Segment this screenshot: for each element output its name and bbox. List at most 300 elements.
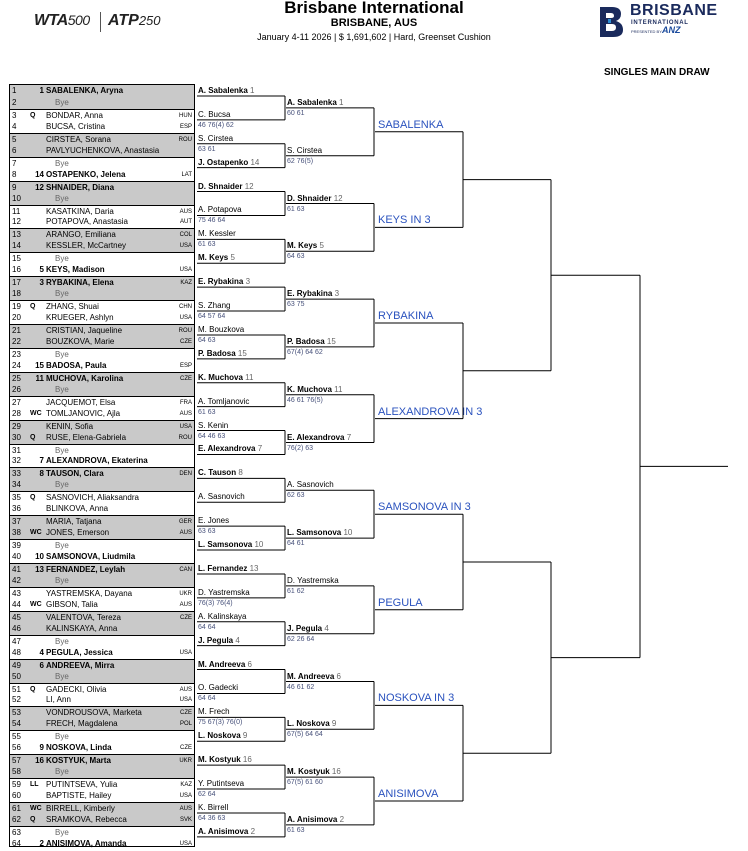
match-score: 46 61 62	[287, 683, 315, 691]
country-code: COL	[179, 232, 192, 239]
seed-number: 10	[254, 540, 264, 550]
country-code: KAZ	[180, 782, 192, 789]
country-code: CZE	[180, 338, 192, 345]
country-code: USA	[179, 793, 192, 800]
draw-position: 34	[12, 480, 21, 490]
draw-position: 42	[12, 575, 21, 585]
quarterfinal-label: SABALENKA	[378, 118, 444, 131]
bye-slot: Bye	[55, 480, 69, 490]
player-name: RYBAKINA, Elena	[46, 278, 114, 288]
draw-position: 4	[12, 121, 17, 131]
atp-logo: ATP250	[108, 12, 161, 29]
seed-number: 12	[333, 193, 343, 203]
player-name: KESSLER, McCartney	[46, 241, 127, 251]
player-name: VONDROUSOVA, Marketa	[46, 708, 142, 718]
country-code: UKR	[179, 758, 192, 765]
seed-number: 14	[250, 157, 260, 167]
draw-position: 32	[12, 456, 21, 466]
match-score: 60 61	[287, 109, 305, 117]
player-name: GIBSON, Talia	[46, 599, 98, 609]
match-score: 62 64	[198, 791, 216, 799]
country-code: AUT	[180, 219, 192, 226]
match-score: 46 76(4) 62	[198, 121, 234, 129]
draw-position: 29	[12, 421, 21, 431]
player-name: VALENTOVA, Tereza	[46, 612, 121, 622]
seed-number: 11	[245, 372, 254, 382]
draw-position: 28	[12, 408, 21, 418]
sponsor-name: BRISBANE	[630, 2, 718, 19]
country-code: DEN	[179, 471, 192, 478]
draw-position: 9	[12, 182, 17, 192]
bye-slot: Bye	[55, 732, 69, 742]
player-name-text: D. Yastremska	[198, 587, 250, 597]
draw-position: 51	[12, 684, 21, 694]
sponsor-presented-by: PRESENTED BY	[631, 29, 662, 34]
seed-number: 9	[242, 731, 248, 741]
draw-position: 62	[12, 814, 21, 824]
match-score: 62 76(5)	[287, 157, 314, 165]
match-score: 61 63	[198, 241, 216, 249]
seed-number: 5	[319, 241, 324, 251]
match-score: 67(4) 64 62	[287, 348, 323, 356]
seed-number: 7	[257, 444, 263, 454]
bye-slot: Bye	[55, 254, 69, 264]
player-name: POTAPOVA, Anastasia	[46, 217, 128, 227]
bye-slot: Bye	[55, 767, 69, 777]
country-code: CZE	[180, 375, 192, 382]
draw-position: 17	[12, 278, 21, 288]
country-code: AUS	[179, 410, 192, 417]
country-code: CHN	[179, 304, 192, 311]
match-score: 67(5) 64 64	[287, 731, 323, 739]
draw-position: 48	[12, 647, 21, 657]
draw-position: 1	[12, 86, 17, 95]
entry-status: Q	[30, 433, 36, 441]
seed-number: 9	[39, 743, 44, 753]
country-code: USA	[179, 697, 192, 704]
bye-slot: Bye	[55, 289, 69, 299]
seed-number: 16	[35, 756, 44, 766]
player-name-text: A. Kalinskaya	[198, 611, 247, 621]
seed-number: 15	[35, 360, 44, 370]
player-name: SAMSONOVA, Liudmila	[46, 552, 136, 562]
draw-position: 16	[12, 265, 21, 275]
draw-position: 7	[12, 158, 17, 168]
player-name-text: L. Noskova	[287, 719, 330, 729]
entry-status: WC	[30, 805, 42, 812]
draw-position: 22	[12, 336, 21, 346]
match-score: 75 46 64	[198, 217, 226, 225]
player-name: LI, Ann	[46, 695, 71, 705]
draw-title: SINGLES MAIN DRAW	[604, 67, 710, 78]
draw-position: 21	[12, 326, 21, 335]
draw-position: 18	[12, 289, 21, 299]
player-name: TAUSON, Clara	[46, 469, 104, 479]
player-name: MARIA, Tatjana	[46, 517, 102, 527]
player-name: PEGULA, Jessica	[46, 647, 113, 657]
player-name: BUCSA, Cristina	[46, 121, 106, 131]
quarterfinal-label: PEGULA	[378, 596, 423, 609]
country-code: CZE	[180, 710, 192, 717]
quarterfinal-label: NOSKOVA IN 3	[378, 692, 455, 705]
bye-slot: Bye	[55, 541, 69, 551]
bye-slot: Bye	[55, 827, 69, 837]
country-code: CZE	[180, 745, 192, 752]
entry-status: Q	[30, 303, 36, 311]
quarterfinal-label: KEYS IN 3	[378, 214, 431, 227]
draw-position: 12	[12, 217, 21, 227]
seed-number: 6	[247, 659, 252, 669]
country-code: CAN	[179, 567, 192, 573]
player-name: SABALENKA, Aryna	[46, 86, 124, 95]
draw-position: 23	[12, 349, 21, 359]
match-score: 75 67(3) 76(0)	[198, 719, 243, 727]
player-name: JACQUEMOT, Elsa	[46, 397, 116, 407]
bye-slot: Bye	[55, 636, 69, 646]
draw-position: 47	[12, 636, 21, 646]
match-score: 63 75	[287, 301, 305, 309]
country-code: ESP	[179, 362, 192, 369]
draw-position: 46	[12, 623, 21, 633]
player-name-text: M. Kostyuk	[198, 755, 241, 765]
player-name-text: K. Birrell	[198, 802, 229, 812]
player-name-text: E. Alexandrova	[287, 432, 345, 442]
match-score: 64 64	[198, 695, 216, 703]
seed-number: 14	[35, 169, 44, 179]
seed-number: 2	[39, 838, 44, 848]
player-name: SRAMKOVA, Rebecca	[46, 814, 127, 824]
player-name: FERNANDEZ, Leylah	[46, 565, 126, 574]
match-score: 61 63	[198, 408, 216, 416]
tournament-location: BRISBANE, AUS	[330, 17, 418, 29]
player-name-text: A. Anisimova	[287, 814, 338, 824]
draw-position: 57	[12, 756, 21, 766]
player-name-text: J. Pegula	[198, 635, 234, 645]
player-name: ANISIMOVA, Amanda	[46, 838, 127, 848]
country-code: ROU	[178, 328, 192, 334]
player-name: GADECKI, Olivia	[46, 684, 107, 694]
draw-position: 60	[12, 791, 21, 801]
seed-number: 2	[339, 814, 345, 824]
player-name: BLINKOVA, Anna	[46, 504, 109, 514]
match-score: 64 46 63	[198, 432, 226, 440]
seed-number: 5	[39, 265, 44, 275]
player-name: PUTINTSEVA, Yulia	[46, 780, 118, 790]
wta-logo: WTA500	[34, 12, 90, 29]
draw-position: 49	[12, 660, 21, 670]
draw-position: 61	[12, 804, 21, 813]
player-name-text: A. Sabalenka	[198, 85, 248, 95]
draw-position: 3	[12, 110, 17, 120]
player-name: OSTAPENKO, Jelena	[46, 169, 126, 179]
seed-number: 1	[339, 97, 344, 107]
draw-position: 45	[12, 612, 21, 622]
player-name: MUCHOVA, Karolina	[46, 373, 124, 383]
seed-number: 16	[331, 767, 341, 777]
match-score: 62 63	[287, 492, 305, 500]
country-code: USA	[179, 315, 192, 322]
draw-position: 31	[12, 445, 21, 455]
draw-position: 58	[12, 767, 21, 777]
player-name-text: L. Noskova	[198, 731, 241, 741]
player-name: ZHANG, Shuai	[46, 302, 99, 312]
bye-slot: Bye	[55, 671, 69, 681]
country-code: AUS	[179, 806, 192, 812]
country-code: SVK	[179, 816, 192, 823]
seed-number: 5	[230, 253, 235, 263]
bye-slot: Bye	[55, 384, 69, 394]
player-name: KEYS, Madison	[46, 265, 105, 275]
country-code: AUS	[179, 601, 192, 608]
match-score: 61 63	[287, 205, 305, 213]
entry-status: LL	[30, 781, 39, 789]
draw-position: 13	[12, 230, 21, 240]
player-name: PAVLYUCHENKOVA, Anastasia	[46, 145, 160, 155]
player-name: CIRSTEA, Sorana	[46, 134, 111, 144]
seed-number: 1	[250, 85, 255, 95]
player-name-text: D. Yastremska	[287, 575, 339, 585]
match-score: 63 63	[198, 528, 216, 536]
player-name: KOSTYUK, Marta	[46, 756, 111, 766]
match-score: 64 64	[198, 623, 216, 631]
seed-number: 7	[346, 432, 352, 442]
seed-number: 1	[39, 86, 44, 95]
seed-number: 8	[39, 469, 44, 479]
entry-status: Q	[30, 494, 36, 502]
player-name-text: A. Tomljanovic	[198, 396, 250, 406]
player-name-text: A. Sabalenka	[287, 97, 337, 107]
quarterfinal-label: ANISIMOVA	[378, 788, 439, 800]
draw-position: 40	[12, 552, 21, 562]
player-name-text: A. Sasnovich	[198, 492, 245, 502]
player-name-text: M. Frech	[198, 707, 230, 717]
player-name-text: E. Jones	[198, 516, 230, 526]
draw-position: 38	[12, 528, 21, 538]
seed-number: 6	[39, 660, 44, 670]
draw-position: 27	[12, 397, 21, 407]
player-name: ALEXANDROVA, Ekaterina	[46, 456, 148, 466]
player-name-text: P. Badosa	[287, 336, 325, 346]
country-code: USA	[179, 840, 192, 847]
draw-position: 8	[12, 169, 17, 179]
match-score: 64 63	[198, 336, 216, 344]
draw-position: 15	[12, 254, 21, 264]
draw-position: 59	[12, 780, 21, 790]
draw-position: 52	[12, 695, 21, 705]
country-code: AUS	[179, 530, 192, 537]
player-name-text: S. Cirstea	[287, 145, 323, 155]
seed-number: 7	[39, 456, 44, 466]
draw-position: 53	[12, 708, 21, 718]
anz-logo: ANZ	[662, 25, 681, 35]
seed-number: 16	[242, 755, 252, 765]
country-code: HUN	[179, 112, 192, 119]
country-code: AUS	[179, 686, 192, 693]
seed-number: 15	[326, 336, 336, 346]
seed-number: 3	[39, 278, 44, 288]
bye-slot: Bye	[55, 349, 69, 359]
player-name-text: L. Samsonova	[198, 540, 253, 550]
player-name-text: M. Bouzkova	[198, 324, 245, 334]
player-name: BIRRELL, Kimberly	[46, 804, 115, 813]
quarterfinal-label: RYBAKINA	[378, 310, 434, 322]
country-code: USA	[179, 267, 192, 274]
draw-position: 37	[12, 517, 21, 527]
country-code: USA	[179, 423, 192, 430]
sponsor-subtitle: INTERNATIONAL	[631, 20, 689, 26]
match-score: 46 61 76(5)	[287, 396, 323, 404]
player-name-text: K. Muchova	[198, 372, 243, 382]
player-name-text: E. Rybakina	[198, 277, 244, 287]
match-score: 61 62	[287, 587, 305, 595]
player-name: TOMLJANOVIC, Ajla	[46, 408, 121, 418]
player-name: KASATKINA, Daria	[46, 206, 114, 216]
match-score: 63 61	[198, 145, 216, 153]
player-name-text: A. Potapova	[198, 205, 242, 215]
draw-position: 55	[12, 732, 21, 742]
match-score: 76(3) 76(4)	[198, 599, 233, 607]
draw-position: 11	[12, 206, 21, 216]
seed-number: 6	[336, 671, 341, 681]
country-code: FRA	[180, 399, 192, 406]
match-score: 61 63	[287, 826, 305, 834]
country-code: KAZ	[180, 280, 192, 287]
draw-position: 43	[12, 588, 21, 598]
country-code: ESP	[179, 123, 192, 130]
country-code: AUS	[179, 208, 192, 215]
player-name-text: J. Ostapenko	[198, 157, 249, 167]
bye-slot: Bye	[55, 158, 69, 168]
player-name: JONES, Emerson	[46, 528, 110, 538]
seed-number: 9	[331, 719, 337, 729]
player-name-text: J. Pegula	[287, 623, 323, 633]
match-score: 64 36 63	[198, 814, 226, 822]
country-code: LAT	[181, 171, 192, 178]
bye-slot: Bye	[55, 575, 69, 585]
bye-slot: Bye	[55, 193, 69, 203]
draw-position: 44	[12, 599, 21, 609]
player-name-text: M. Kostyuk	[287, 767, 330, 777]
entry-status: WC	[30, 600, 42, 608]
seed-number: 13	[249, 563, 259, 573]
draw-position: 2	[12, 97, 17, 107]
entry-status: Q	[30, 111, 36, 119]
entry-status: WC	[30, 409, 42, 417]
player-name: BONDAR, Anna	[46, 110, 103, 120]
seed-number: 10	[343, 528, 353, 538]
draw-position: 63	[12, 827, 21, 837]
seed-number: 2	[250, 826, 256, 836]
seed-number: 8	[238, 468, 243, 478]
seed-number: 15	[237, 348, 247, 358]
player-name-text: Y. Putintseva	[198, 779, 245, 789]
player-name-text: S. Kenin	[198, 420, 229, 430]
bye-slot: Bye	[55, 97, 69, 107]
seed-number: 10	[35, 552, 44, 562]
player-name-text: C. Bucsa	[198, 109, 231, 119]
draw-position: 20	[12, 313, 21, 323]
seed-number: 3	[334, 289, 340, 299]
draw-position: 26	[12, 384, 21, 394]
player-name-text: E. Rybakina	[287, 289, 333, 299]
draw-position: 54	[12, 719, 21, 729]
draw-position: 39	[12, 541, 21, 551]
match-score: 64 57 64	[198, 313, 226, 321]
seed-number: 13	[35, 565, 44, 574]
country-code: POL	[179, 721, 192, 728]
player-name-text: L. Fernandez	[198, 563, 248, 573]
seed-number: 4	[39, 647, 44, 657]
player-name-text: C. Tauson	[198, 468, 237, 478]
draw-position: 19	[12, 302, 21, 312]
draw-position: 35	[12, 493, 21, 503]
player-name: RUSE, Elena-Gabriela	[46, 432, 127, 442]
player-name: ARANGO, Emiliana	[46, 230, 116, 240]
match-score: 64 63	[287, 253, 305, 261]
player-name: NOSKOVA, Linda	[46, 743, 112, 753]
player-name: YASTREMSKA, Dayana	[46, 588, 133, 598]
match-score: 62 26 64	[287, 635, 315, 643]
player-name: KRUEGER, Ashlyn	[46, 313, 114, 323]
player-name: KALINSKAYA, Anna	[46, 623, 118, 633]
match-score: 76(2) 63	[287, 444, 314, 452]
country-code: ROU	[178, 136, 192, 143]
entry-status: WC	[30, 529, 42, 537]
country-code: ROU	[178, 434, 192, 441]
player-name: CRISTIAN, Jaqueline	[46, 326, 123, 335]
seed-number: 3	[245, 277, 251, 287]
entry-status: Q	[30, 815, 36, 823]
draw-position: 56	[12, 743, 21, 753]
player-name-text: D. Shnaider	[287, 193, 332, 203]
draw-position: 50	[12, 671, 21, 681]
tournament-title: Brisbane International	[284, 0, 464, 17]
player-name-text: S. Cirstea	[198, 133, 234, 143]
draw-position: 24	[12, 360, 21, 370]
draw-position: 25	[12, 373, 21, 383]
player-name: KENIN, Sofia	[46, 421, 94, 431]
seed-number: 4	[235, 635, 240, 645]
draw-position: 64	[12, 838, 21, 848]
country-code: UKR	[179, 590, 192, 597]
quarterfinal-label: SAMSONOVA IN 3	[378, 501, 471, 514]
seed-number: 11	[334, 384, 343, 394]
player-name: BADOSA, Paula	[46, 360, 107, 370]
player-name: FRECH, Magdalena	[46, 719, 118, 729]
quarterfinal-label: ALEXANDROVA IN 3	[378, 405, 483, 418]
player-name-text: A. Sasnovich	[287, 480, 334, 490]
player-name-text: S. Zhang	[198, 301, 231, 311]
seed-number: 12	[244, 181, 254, 191]
player-name: SASNOVICH, Aliaksandra	[46, 493, 139, 503]
player-name-text: M. Keys	[287, 241, 318, 251]
draw-position: 33	[12, 469, 21, 479]
player-name-text: M. Kessler	[198, 229, 236, 239]
player-name-text: O. Gadecki	[198, 683, 239, 693]
draw-position: 36	[12, 504, 21, 514]
draw-position: 10	[12, 193, 21, 203]
match-score: 64 61	[287, 540, 305, 548]
match-score: 67(5) 61 60	[287, 779, 323, 787]
draw-position: 5	[12, 134, 17, 144]
player-name: BOUZKOVA, Marie	[46, 336, 115, 346]
player-name-text: D. Shnaider	[198, 181, 243, 191]
country-code: USA	[179, 243, 192, 250]
player-name-text: M. Andreeva	[198, 659, 246, 669]
draw-position: 6	[12, 145, 17, 155]
draw-position: 41	[12, 565, 21, 574]
player-name-text: K. Muchova	[287, 384, 332, 394]
